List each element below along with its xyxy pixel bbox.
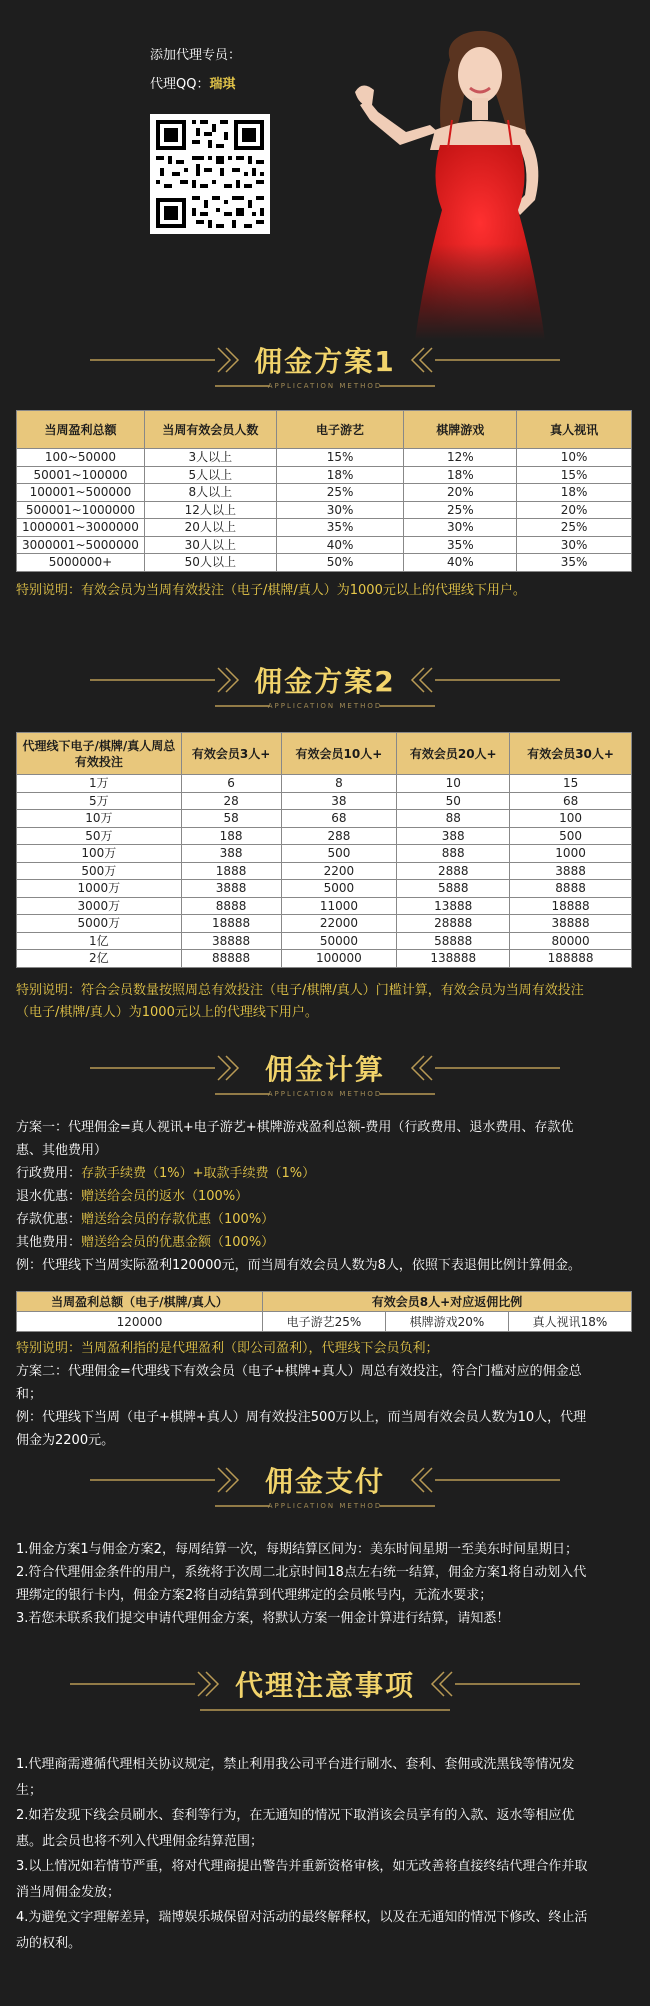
table-row bbox=[17, 897, 632, 915]
table-header-cell: 代理线下电子/棋牌/真人周总有效投注 bbox=[17, 733, 182, 775]
table-cell: 8 bbox=[281, 775, 397, 793]
table-cell: 25% bbox=[517, 519, 632, 537]
table-header-cell: 当周有效会员人数 bbox=[144, 411, 276, 449]
table-cell: 188 bbox=[181, 827, 281, 845]
fee-item bbox=[16, 1162, 641, 1185]
table-cell: 500 bbox=[281, 845, 397, 863]
notice-line: 消当周佣金发放； bbox=[16, 1884, 121, 1900]
table-cell: 5人以上 bbox=[144, 466, 276, 484]
table-row bbox=[17, 932, 632, 950]
table-cell: 28 bbox=[181, 792, 281, 810]
table-cell: 88888 bbox=[181, 950, 281, 968]
table-cell: 15% bbox=[517, 466, 632, 484]
table-cell: 18888 bbox=[181, 915, 281, 933]
table-cell: 88 bbox=[397, 810, 510, 828]
section3-subtitle: APPLICATION METHOD bbox=[267, 1090, 383, 1098]
notice-line: 生； bbox=[16, 1782, 43, 1798]
table-cell: 18% bbox=[404, 466, 517, 484]
table-header-cell: 电子游艺 bbox=[276, 411, 404, 449]
payment-line: 理绑定的银行卡内，佣金方案2将自动结算到代理绑定的会员帐号内，无流水要求； bbox=[16, 1588, 493, 1603]
table-header-cell: 当周盈利总额 bbox=[17, 411, 145, 449]
table-cell: 20人以上 bbox=[144, 519, 276, 537]
table-cell: 5000 bbox=[281, 880, 397, 898]
table-cell: 40% bbox=[404, 554, 517, 572]
table-cell: 8888 bbox=[510, 880, 632, 898]
example1-line: 例：代理线下当周实际盈利120000元，而当周有效会员人数为8人，依照下表退佣比例计算佣金。 bbox=[16, 1258, 581, 1273]
fee-item bbox=[16, 1208, 641, 1231]
table-cell: 100~50000 bbox=[17, 449, 145, 467]
section2-heading bbox=[0, 660, 650, 720]
table-cell: 3000万 bbox=[17, 897, 182, 915]
table-cell: 20% bbox=[517, 501, 632, 519]
example-table bbox=[16, 1291, 632, 1332]
table-row bbox=[17, 554, 632, 572]
section3-note: 特别说明：当周盈利指的是代理盈利（即公司盈利），代理线下会员负利； bbox=[16, 1341, 439, 1356]
table-cell: 40% bbox=[276, 536, 404, 554]
section5-body bbox=[16, 1752, 641, 1956]
table-cell: 58888 bbox=[397, 932, 510, 950]
table-cell: 3000001~5000000 bbox=[17, 536, 145, 554]
section3-body bbox=[16, 1116, 641, 1277]
table-cell: 58 bbox=[181, 810, 281, 828]
commission-table-1 bbox=[16, 410, 632, 572]
section1-note: 特别说明：有效会员为当周有效投注（电子/棋牌/真人）为1000元以上的代理线下用户。 bbox=[16, 583, 526, 598]
table-row bbox=[17, 792, 632, 810]
table-cell: 2200 bbox=[281, 862, 397, 880]
table-cell: 真人视讯18% bbox=[509, 1312, 632, 1332]
table-row bbox=[17, 880, 632, 898]
table-cell: 500 bbox=[510, 827, 632, 845]
table-cell: 100 bbox=[510, 810, 632, 828]
table-cell: 30人以上 bbox=[144, 536, 276, 554]
commission-table-2 bbox=[16, 732, 632, 968]
table-cell: 11000 bbox=[281, 897, 397, 915]
table-cell: 22000 bbox=[281, 915, 397, 933]
table-row bbox=[17, 810, 632, 828]
table-cell: 12人以上 bbox=[144, 501, 276, 519]
table-cell: 10 bbox=[397, 775, 510, 793]
section4-body bbox=[16, 1538, 641, 1630]
table-cell: 6 bbox=[181, 775, 281, 793]
table-cell: 50人以上 bbox=[144, 554, 276, 572]
table-cell: 1万 bbox=[17, 775, 182, 793]
table-cell: 10万 bbox=[17, 810, 182, 828]
table-cell: 15 bbox=[510, 775, 632, 793]
section3-heading bbox=[0, 1048, 650, 1108]
table-header-row bbox=[17, 733, 632, 775]
table-cell: 1亿 bbox=[17, 932, 182, 950]
table-cell: 500001~1000000 bbox=[17, 501, 145, 519]
fee-label: 存款优惠： bbox=[16, 1212, 82, 1227]
table-cell: 2亿 bbox=[17, 950, 182, 968]
table-header-cell: 有效会员30人+ bbox=[510, 733, 632, 775]
table-cell: 12% bbox=[404, 449, 517, 467]
table-cell: 288 bbox=[281, 827, 397, 845]
table-cell: 35% bbox=[276, 519, 404, 537]
section5-heading bbox=[0, 1664, 650, 1724]
table-cell: 50001~100000 bbox=[17, 466, 145, 484]
qr-code-icon bbox=[150, 114, 270, 234]
section3-body-2 bbox=[16, 1337, 641, 1452]
table-row bbox=[17, 484, 632, 502]
example2-line: 例：代理线下当周（电子+棋牌+真人）周有效投注500万以上，而当周有效会员人数为10人，代理 bbox=[16, 1410, 587, 1425]
plan2-line: 方案二：代理佣金=代理线下有效会员（电子+棋牌+真人）周总有效投注，符合门槛对应的佣金总 bbox=[16, 1364, 582, 1379]
table-cell: 100001~500000 bbox=[17, 484, 145, 502]
table-cell: 电子游艺25% bbox=[263, 1312, 386, 1332]
table-cell: 35% bbox=[517, 554, 632, 572]
table-cell: 8人以上 bbox=[144, 484, 276, 502]
fee-value: 赠送给会员的优惠金额（100%） bbox=[81, 1235, 275, 1250]
table-header-cell: 当周盈利总额（电子/棋牌/真人） bbox=[17, 1292, 263, 1312]
model-figure bbox=[330, 20, 630, 340]
section2-note-line: 特别说明：符合会员数量按照周总有效投注（电子/棋牌/真人）门槛计算，有效会员为当周有效投注 bbox=[16, 983, 584, 998]
table-cell: 50万 bbox=[17, 827, 182, 845]
notice-line: 2.如若发现下线会员刷水、套利等行为，在无通知的情况下取消该会员享有的入款、返水等相应优 bbox=[16, 1808, 575, 1823]
table-cell: 25% bbox=[404, 501, 517, 519]
table-row bbox=[17, 501, 632, 519]
table-cell: 28888 bbox=[397, 915, 510, 933]
table-header-row bbox=[17, 1292, 632, 1312]
table-row bbox=[17, 536, 632, 554]
notice-line: 动的权利。 bbox=[16, 1935, 82, 1951]
fee-label: 行政费用： bbox=[16, 1166, 82, 1181]
section4-heading bbox=[0, 1460, 650, 1520]
table-cell: 100万 bbox=[17, 845, 182, 863]
table-cell: 38 bbox=[281, 792, 397, 810]
table-cell: 50000 bbox=[281, 932, 397, 950]
table-cell: 18888 bbox=[510, 897, 632, 915]
section4-subtitle: APPLICATION METHOD bbox=[267, 1502, 383, 1510]
table-cell: 888 bbox=[397, 845, 510, 863]
table-cell: 68 bbox=[281, 810, 397, 828]
table-cell: 500万 bbox=[17, 862, 182, 880]
section1-title: 佣金方案1 bbox=[254, 345, 396, 378]
fee-item bbox=[16, 1231, 641, 1254]
table-header-row bbox=[17, 411, 632, 449]
notice-line: 3.以上情况如若情节严重，将对代理商提出警告并重新资格审核，如无改善将直接终结代理合作并取 bbox=[16, 1859, 588, 1874]
table-cell: 38888 bbox=[510, 915, 632, 933]
example2-line: 佣金为2200元。 bbox=[16, 1433, 115, 1448]
table-cell: 10% bbox=[517, 449, 632, 467]
plan1-line: 惠、其他费用） bbox=[16, 1143, 108, 1158]
section1-subtitle: APPLICATION METHOD bbox=[267, 382, 383, 390]
table-cell: 35% bbox=[404, 536, 517, 554]
table-header-cell: 棋牌游戏 bbox=[404, 411, 517, 449]
table-cell: 5888 bbox=[397, 880, 510, 898]
qq-line bbox=[150, 73, 235, 92]
table-cell: 5000000+ bbox=[17, 554, 145, 572]
plan2-line: 和； bbox=[16, 1387, 43, 1402]
fee-label: 其他费用： bbox=[16, 1235, 82, 1250]
notice-line: 4.为避免文字理解差异，瑞博娱乐城保留对活动的最终解释权，以及在无通知的情况下修改、终止活 bbox=[16, 1910, 588, 1925]
qq-name[interactable]: 瑞琪 bbox=[209, 77, 236, 92]
table-row bbox=[17, 1312, 632, 1332]
table-cell: 20% bbox=[404, 484, 517, 502]
table-cell: 1000001~3000000 bbox=[17, 519, 145, 537]
table-cell: 5万 bbox=[17, 792, 182, 810]
table-cell: 388 bbox=[181, 845, 281, 863]
table-cell: 68 bbox=[510, 792, 632, 810]
table-header-cell: 真人视讯 bbox=[517, 411, 632, 449]
fee-value: 赠送给会员的存款优惠（100%） bbox=[81, 1212, 275, 1227]
table-cell: 5000万 bbox=[17, 915, 182, 933]
table-cell: 138888 bbox=[397, 950, 510, 968]
table-cell: 3888 bbox=[510, 862, 632, 880]
fee-label: 退水优惠： bbox=[16, 1189, 82, 1204]
table-cell: 30% bbox=[517, 536, 632, 554]
table-cell: 棋牌游戏20% bbox=[386, 1312, 509, 1332]
table-row bbox=[17, 775, 632, 793]
payment-line: 3.若您未联系我们提交申请代理佣金方案，将默认方案一佣金计算进行结算，请知悉！ bbox=[16, 1611, 510, 1626]
table-cell: 3人以上 bbox=[144, 449, 276, 467]
table-row bbox=[17, 827, 632, 845]
payment-line: 1.佣金方案1与佣金方案2，每周结算一次，每期结算区间为：美东时间星期一至美东时间星期日； bbox=[16, 1542, 578, 1557]
plan1-line: 方案一：代理佣金=真人视讯+电子游艺+棋牌游戏盈利总额-费用（行政费用、退水费用、存款优 bbox=[16, 1120, 574, 1135]
table-row bbox=[17, 845, 632, 863]
table-header-cell: 有效会员3人+ bbox=[181, 733, 281, 775]
table-cell: 18% bbox=[517, 484, 632, 502]
table-row bbox=[17, 519, 632, 537]
table-row bbox=[17, 862, 632, 880]
table-row bbox=[17, 466, 632, 484]
table-cell: 100000 bbox=[281, 950, 397, 968]
section3-title: 佣金计算 bbox=[264, 1053, 385, 1086]
fee-value: 存款手续费（1%）+取款手续费（1%） bbox=[81, 1166, 316, 1181]
table-cell: 388 bbox=[397, 827, 510, 845]
qr-code-image[interactable] bbox=[150, 114, 270, 234]
table-cell: 50% bbox=[276, 554, 404, 572]
table-cell: 8888 bbox=[181, 897, 281, 915]
table-cell: 13888 bbox=[397, 897, 510, 915]
qq-label: 代理QQ： bbox=[150, 77, 210, 92]
table-cell: 188888 bbox=[510, 950, 632, 968]
table-cell: 2888 bbox=[397, 862, 510, 880]
table-cell: 18% bbox=[276, 466, 404, 484]
table-cell: 30% bbox=[404, 519, 517, 537]
section2-note-line: （电子/棋牌/真人）为1000元以上的代理线下用户。 bbox=[16, 1005, 318, 1020]
section2-subtitle: APPLICATION METHOD bbox=[267, 702, 383, 710]
table-cell: 3888 bbox=[181, 880, 281, 898]
table-cell: 120000 bbox=[17, 1312, 263, 1332]
table-cell: 30% bbox=[276, 501, 404, 519]
table-row bbox=[17, 950, 632, 968]
table-cell: 1888 bbox=[181, 862, 281, 880]
table-cell: 1000 bbox=[510, 845, 632, 863]
table-cell: 25% bbox=[276, 484, 404, 502]
contact-label: 添加代理专员： bbox=[150, 48, 242, 63]
section2-note bbox=[16, 980, 641, 1024]
section1-heading bbox=[0, 340, 650, 400]
table-cell: 50 bbox=[397, 792, 510, 810]
section4-title: 佣金支付 bbox=[264, 1465, 385, 1498]
table-row bbox=[17, 915, 632, 933]
notice-line: 1.代理商需遵循代理相关协议规定，禁止利用我公司平台进行刷水、套利、套佣或洗黑钱等情况发 bbox=[16, 1757, 575, 1772]
fee-value: 赠送给会员的返水（100%） bbox=[81, 1189, 249, 1204]
table-header-cell: 有效会员10人+ bbox=[281, 733, 397, 775]
notice-line: 惠。此会员也将不列入代理佣金结算范围； bbox=[16, 1833, 264, 1849]
table-header-cell: 有效会员8人+对应返佣比例 bbox=[263, 1292, 632, 1312]
table-cell: 80000 bbox=[510, 932, 632, 950]
table-cell: 15% bbox=[276, 449, 404, 467]
section5-title: 代理注意事项 bbox=[234, 1669, 415, 1702]
fee-item bbox=[16, 1185, 641, 1208]
table-header-cell: 有效会员20人+ bbox=[397, 733, 510, 775]
payment-line: 2.符合代理佣金条件的用户，系统将于次周二北京时间18点左右统一结算，佣金方案1将自动划入代 bbox=[16, 1565, 587, 1580]
table-cell: 38888 bbox=[181, 932, 281, 950]
section2-title: 佣金方案2 bbox=[254, 665, 396, 698]
table-cell: 1000万 bbox=[17, 880, 182, 898]
table-row bbox=[17, 449, 632, 467]
